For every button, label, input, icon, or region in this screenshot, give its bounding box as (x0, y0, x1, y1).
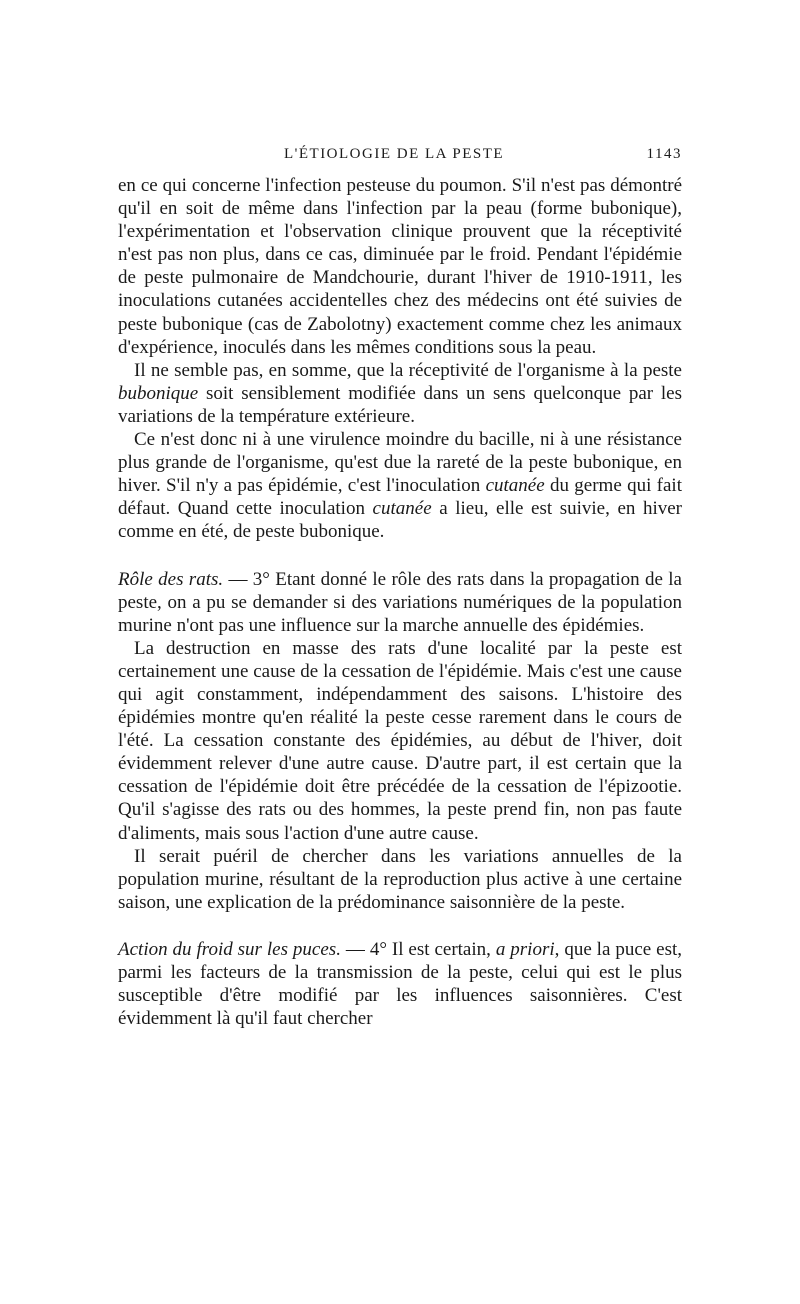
paragraph-7-text-a: — 4° Il est certain, (340, 938, 496, 960)
body-text (118, 174, 682, 1030)
page-number: 1143 (646, 146, 682, 162)
paragraph-4 (118, 568, 682, 637)
paragraph-3 (118, 428, 682, 543)
section-heading-puces: Action du froid sur les puces. (118, 938, 341, 960)
paragraph-1: en ce qui concerne l'infection pesteuse du poumon. S'il n'est pas démontré qu'il en soit de même dans l'infection par la peau (forme bubonique), l'expérimentation et l'observation clinique prouvent que la réceptivité n'est pas non plus, dans ce cas, diminuée par le froid. Pendant l'épidémie de peste pulmonaire de Mandchourie, durant l'hiver de 1910-1911, les inoculations cutanées accidentelles chez des médecins ont été suivies de peste bubonique (cas de Zabolotny) exactement comme chez les animaux d'expérience, inoculés dans les mêmes conditions sous la peau. (118, 175, 682, 358)
paragraph-7-emphasis: a priori (495, 938, 555, 960)
running-title: L'ÉTIOLOGIE DE LA PESTE (284, 146, 505, 162)
paragraph-3-text-a: Ce n'est donc ni à une virulence moindre du bacille, ni à une résistance plus grande de l'organisme, qu'est due la rareté de la peste bubonique, en hiver. S'il n'y a pas épidémie, c'est l'inoculation (118, 429, 682, 497)
paragraph-7 (118, 938, 682, 1030)
paragraph-3-text-c: a lieu, elle est suivie, en hiver comme en été, de peste bubonique. (118, 498, 683, 543)
paragraph-3-emphasis-2: cutanée (372, 498, 432, 520)
paragraph-7-text-b: , que la puce est, parmi les facteurs de la transmission de la peste, celui qui est le plus susceptible d'être modifié par les influences saisonnières. C'est évidemment là qu'il faut chercher (118, 938, 682, 1030)
paragraph-2-emphasis: bubonique (118, 382, 199, 404)
section-heading-rats: Rôle des rats. (118, 568, 224, 590)
paragraph-4-text: — 3° Etant donné le rôle des rats dans la propagation de la peste, on a pu se demander si des variations numériques de la population murine n'ont pas une influence sur la marche annuelle des épidémies. (118, 568, 682, 636)
paragraph-2 (118, 359, 682, 428)
paragraph-5: La destruction en masse des rats d'une localité par la peste est certainement une cause de la cessation de l'épidémie. Mais c'est une cause qui agit constamment, indépendamment des saisons. L'histoire des épidémies montre qu'en réalité la peste cesse rarement dans le cours de l'été. La cessation constante des épidémies, au début de l'hiver, doit évidemment relever d'une autre cause. D'autre part, il est certain que la cessation de l'épidémie doit être précédée de la cessation de l'épizootie. Qu'il s'agisse des rats ou des hommes, la peste prend fin, non pas faute d'aliments, mais sous l'action d'une autre cause. (118, 637, 682, 844)
paragraph-6: Il serait puéril de chercher dans les variations annuelles de la population murine, résultant de la reproduction plus active à une certaine saison, une explication de la prédominance saisonnière de la peste. (118, 845, 682, 913)
paragraph-2-text-a: Il ne semble pas, en somme, que la réceptivité de l'organisme à la peste (134, 359, 682, 381)
running-header (118, 146, 682, 168)
paragraph-3-text-b: du germe qui fait défaut. Quand cette inoculation (118, 475, 682, 520)
paragraph-3-emphasis-1: cutanée (485, 475, 545, 497)
paragraph-2-text-b: soit sensiblement modifiée dans un sens quelconque par les variations de la température extérieure. (118, 382, 682, 427)
